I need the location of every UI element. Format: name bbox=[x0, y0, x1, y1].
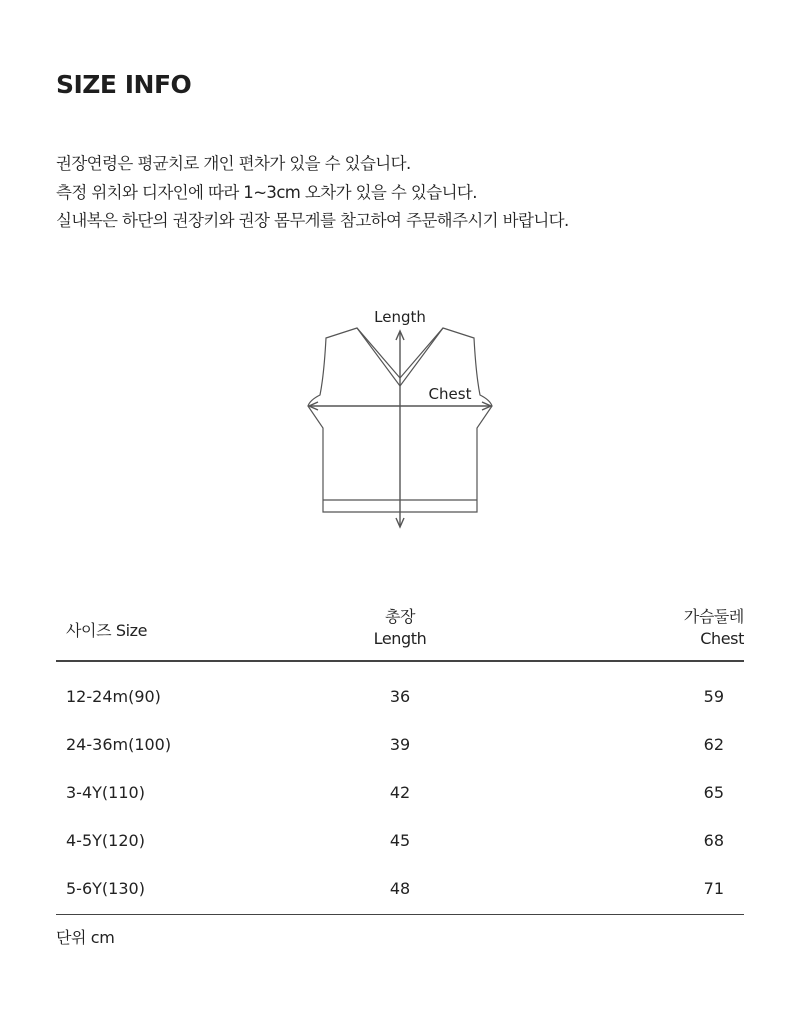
cell-length: 48 bbox=[389, 879, 411, 898]
cell-length: 36 bbox=[389, 687, 411, 706]
cell-chest: 65 bbox=[703, 783, 724, 802]
length-label: Length bbox=[374, 308, 426, 326]
size-table bbox=[56, 600, 744, 915]
table-row bbox=[56, 770, 744, 818]
table-row bbox=[56, 722, 744, 770]
vest-illustration bbox=[300, 300, 500, 540]
notes-list bbox=[56, 150, 569, 236]
note-item: 실내복은 하단의 권장키와 권장 몸무게를 참고하여 주문해주시기 바랍니다. bbox=[56, 211, 569, 230]
vest-diagram bbox=[300, 300, 500, 540]
table-body bbox=[56, 662, 744, 915]
note-item: 측정 위치와 디자인에 따라 1~3cm 오차가 있을 수 있습니다. bbox=[56, 182, 477, 202]
cell-size: 24-36m(100) bbox=[66, 735, 172, 754]
cell-chest: 71 bbox=[703, 879, 724, 898]
cell-chest: 68 bbox=[703, 831, 724, 850]
cell-size: 4-5Y(120) bbox=[66, 831, 145, 850]
header-length-en: Length bbox=[373, 629, 427, 648]
table-row bbox=[56, 866, 744, 914]
header-chest-ko: 가슴둘레 bbox=[683, 607, 744, 626]
cell-length: 39 bbox=[389, 735, 411, 754]
chest-label: Chest bbox=[428, 385, 472, 403]
header-size: 사이즈 Size bbox=[66, 621, 148, 640]
header-chest bbox=[684, 606, 744, 650]
header-length bbox=[300, 606, 500, 650]
note-item: 권장연령은 평균치로 개인 편차가 있을 수 있습니다. bbox=[56, 154, 411, 173]
page-title: SIZE INFO bbox=[56, 70, 192, 99]
cell-size: 5-6Y(130) bbox=[66, 879, 145, 898]
cell-chest: 62 bbox=[703, 735, 724, 754]
cell-length: 45 bbox=[389, 831, 411, 850]
table-row bbox=[56, 674, 744, 722]
unit-note: 단위 cm bbox=[56, 928, 115, 947]
header-chest-en: Chest bbox=[700, 629, 744, 648]
cell-chest: 59 bbox=[703, 687, 724, 706]
table-row bbox=[56, 818, 744, 866]
cell-size: 12-24m(90) bbox=[66, 687, 161, 706]
cell-size: 3-4Y(110) bbox=[66, 783, 145, 802]
table-header bbox=[56, 600, 744, 662]
cell-length: 42 bbox=[389, 783, 411, 802]
header-length-ko: 총장 bbox=[384, 607, 416, 626]
